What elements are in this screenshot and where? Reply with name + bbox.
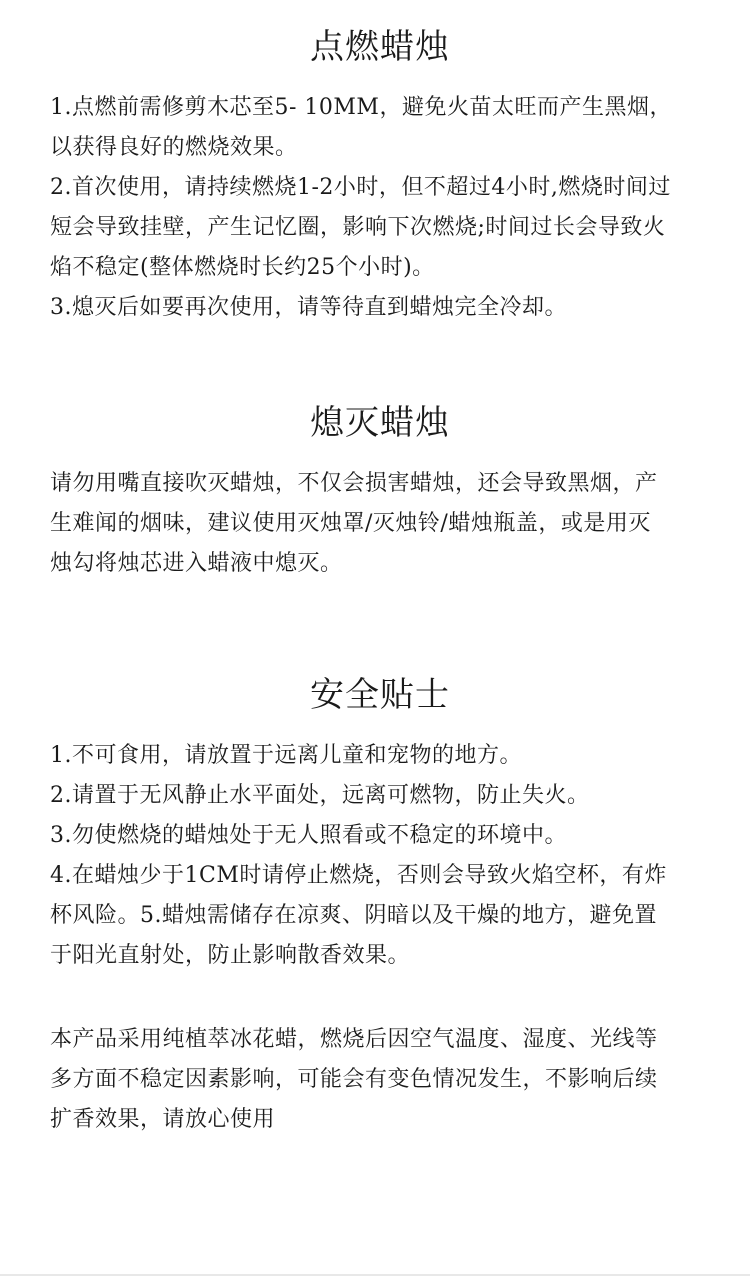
lighting-line: 3.熄灭后如要再次使用，请等待直到蜡烛完全冷却。 bbox=[50, 295, 567, 320]
safety-section bbox=[50, 670, 710, 976]
extinguishing-line: 请勿用嘴直接吹灭蜡烛，不仅会损害蜡烛，还会导致黑烟，产 bbox=[50, 471, 658, 496]
safety-line: 1.不可食用，请放置于远离儿童和宠物的地方。 bbox=[50, 743, 522, 768]
product-note-line: 多方面不稳定因素影响，可能会有变色情况发生，不影响后续 bbox=[50, 1067, 658, 1092]
extinguishing-section bbox=[50, 398, 710, 584]
lighting-body bbox=[50, 88, 710, 328]
lighting-line: 以获得良好的燃烧效果。 bbox=[50, 135, 298, 160]
lighting-section bbox=[50, 22, 710, 328]
safety-line: 于阳光直射处，防止影响散香效果。 bbox=[50, 943, 411, 968]
lighting-line: 1.点燃前需修剪木芯至5- 10MM，避免火苗太旺而产生黑烟， bbox=[50, 95, 672, 120]
product-note-line: 扩香效果，请放心使用 bbox=[50, 1107, 276, 1132]
safety-line: 杯风险。5.蜡烛需储存在凉爽、阴暗以及干燥的地方，避免置 bbox=[50, 903, 657, 928]
extinguishing-body bbox=[50, 464, 710, 584]
product-note-section bbox=[50, 1020, 710, 1140]
safety-line: 4.在蜡烛少于1CM时请停止燃烧，否则会导致火焰空杯，有炸 bbox=[50, 863, 667, 888]
lighting-line: 2.首次使用，请持续燃烧1-2小时，但不超过4小时,燃烧时间过 bbox=[50, 175, 671, 200]
lighting-title: 点燃蜡烛 bbox=[310, 27, 450, 67]
extinguishing-line: 生难闻的烟味，建议使用灭烛罩/灭烛铃/蜡烛瓶盖，或是用灭 bbox=[50, 511, 651, 536]
extinguishing-title: 熄灭蜡烛 bbox=[310, 403, 450, 443]
extinguishing-line: 烛勾将烛芯进入蜡液中熄灭。 bbox=[50, 551, 343, 576]
safety-body bbox=[50, 736, 710, 976]
lighting-line: 短会导致挂壁，产生记忆圈，影响下次燃烧;时间过长会导致火 bbox=[50, 215, 666, 240]
lighting-line: 焰不稳定(整体燃烧时长约25个小时)。 bbox=[50, 255, 435, 280]
safety-line: 3.勿使燃烧的蜡烛处于无人照看或不稳定的环境中。 bbox=[50, 823, 567, 848]
safety-title: 安全贴士 bbox=[310, 675, 450, 715]
product-note-line: 本产品采用纯植萃冰花蜡，燃烧后因空气温度、湿度、光线等 bbox=[50, 1027, 658, 1052]
safety-line: 2.请置于无风静止水平面处，远离可燃物，防止失火。 bbox=[50, 783, 590, 808]
